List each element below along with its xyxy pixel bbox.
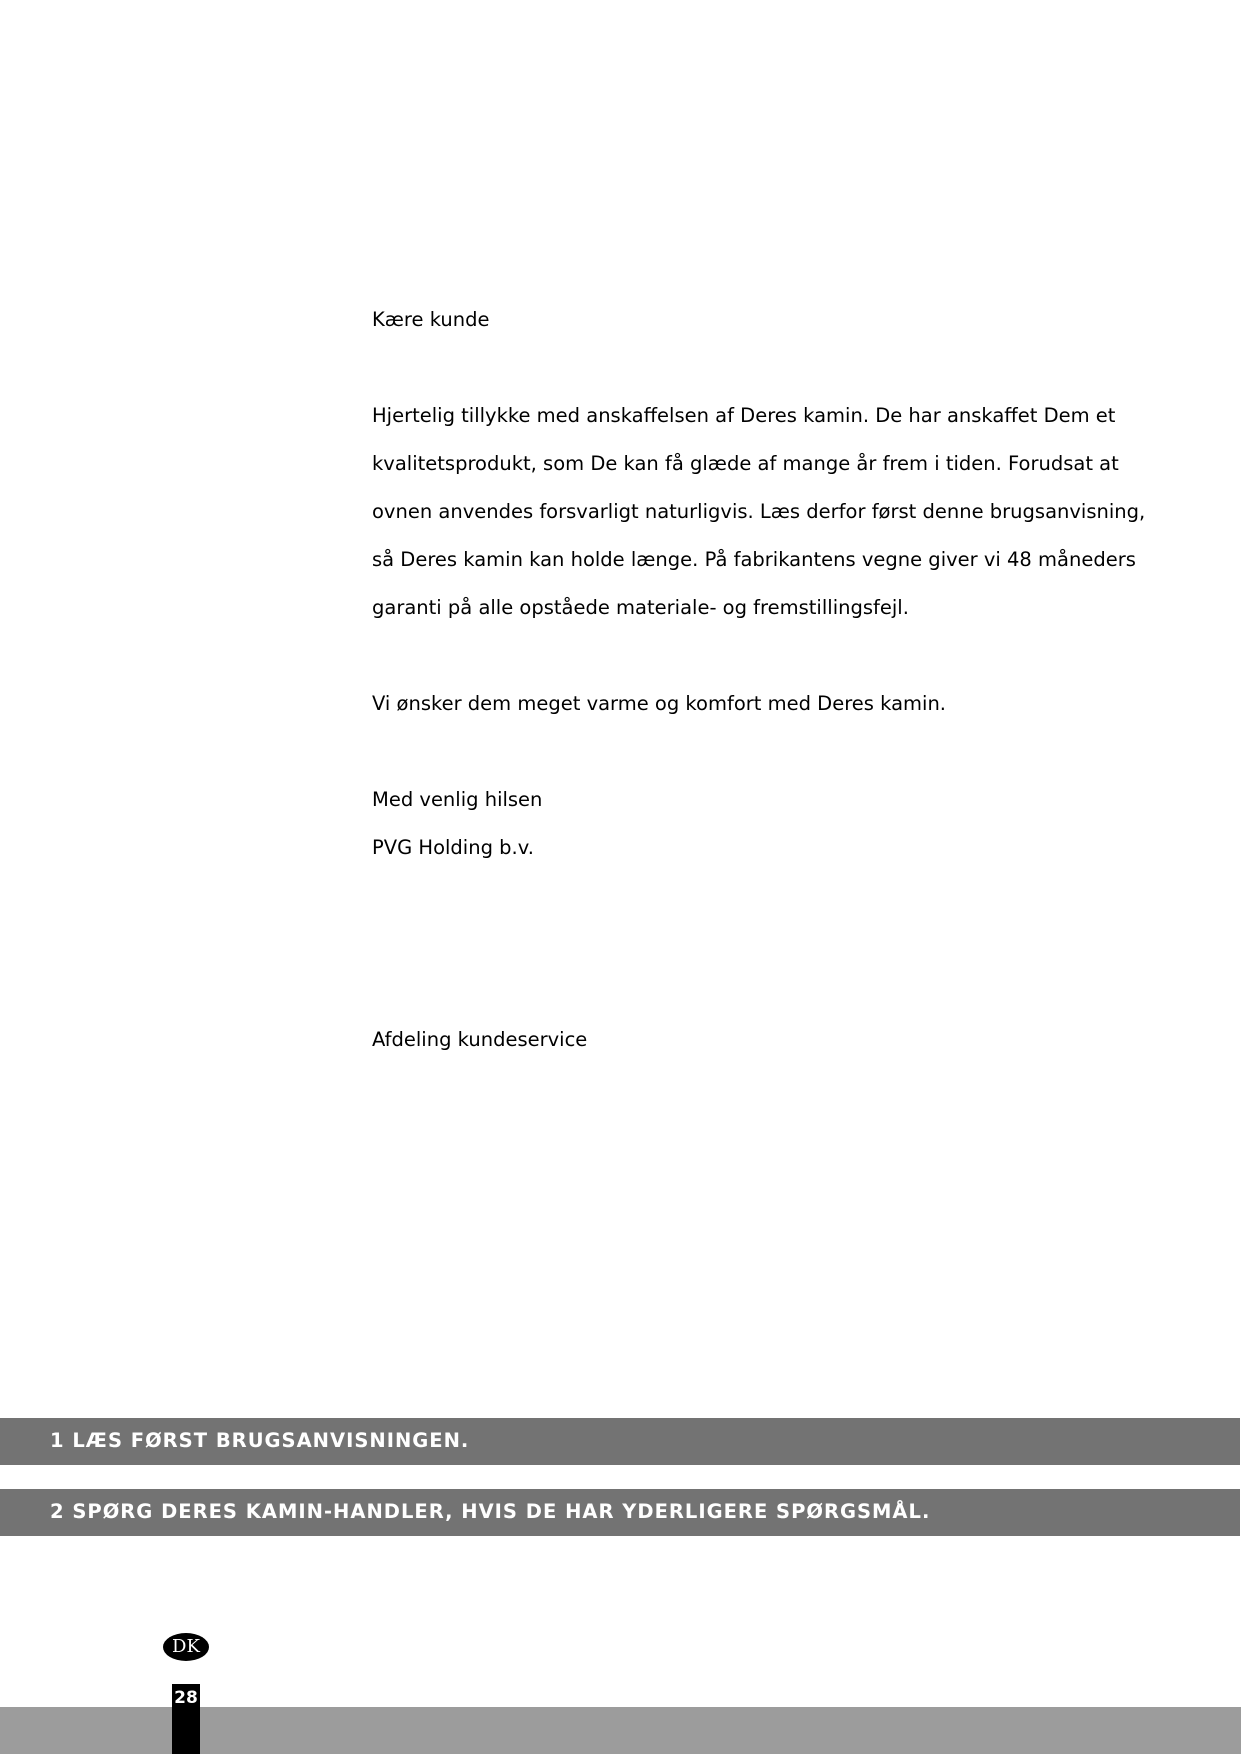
salutation: Kære kunde (372, 308, 490, 331)
body-line: kvalitetsprodukt, som De kan få glæde af mange år frem i tiden. Forudsat at (372, 452, 1119, 475)
page-number: 28 (174, 1688, 198, 1708)
wish-line: Vi ønsker dem meget varme og komfort med Deres kamin. (372, 692, 947, 715)
closing-line: Med venlig hilsen (372, 788, 543, 811)
body-line: garanti på alle opståede materiale- og fremstillingsfejl. (372, 596, 909, 619)
country-code-badge: DK (163, 1633, 209, 1661)
instruction-banner-2 (0, 1489, 1240, 1536)
company-name: PVG Holding b.v. (372, 836, 534, 859)
body-line: ovnen anvendes forsvarligt naturligvis. Læs derfor først denne brugsanvisning, (372, 500, 1146, 523)
body-line: Hjertelig tillykke med anskaffelsen af Deres kamin. De har anskaffet Dem et (372, 404, 1116, 427)
instruction-banner-1 (0, 1418, 1240, 1465)
page-number-tab (172, 1684, 200, 1754)
body-line: så Deres kamin kan holde længe. På fabrikantens vegne giver vi 48 måneders (372, 548, 1136, 571)
instruction-banner-text: 1 LÆS FØRST BRUGSANVISNINGEN. (50, 1429, 470, 1452)
department-name: Afdeling kundeservice (372, 1028, 588, 1051)
instruction-banner-text: 2 SPØRG DERES KAMIN-HANDLER, HVIS DE HAR YDERLIGERE SPØRGSMÅL. (50, 1500, 931, 1523)
